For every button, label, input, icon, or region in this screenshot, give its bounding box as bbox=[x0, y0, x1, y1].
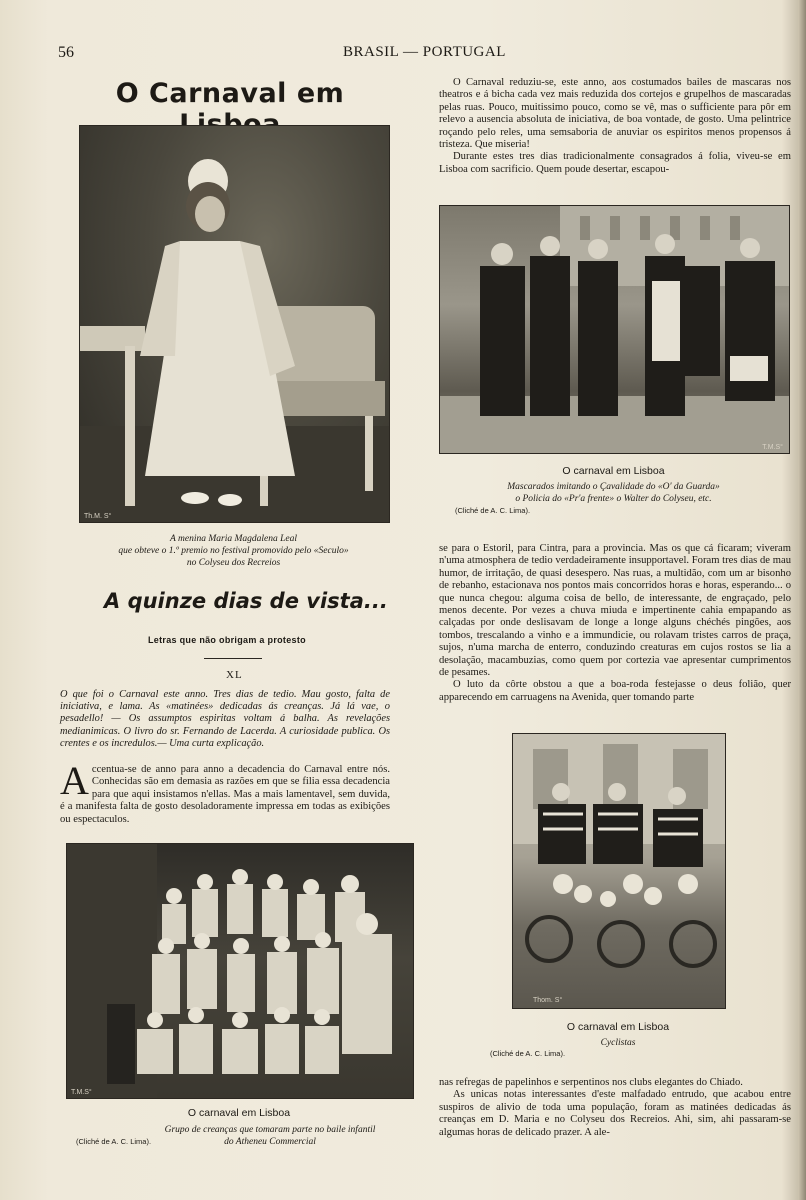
right-column-top bbox=[439, 77, 791, 176]
section-numeral: XL bbox=[226, 669, 243, 681]
masked-cliche: (Cliché de A. C. Lima). bbox=[455, 506, 531, 515]
right-column-middle bbox=[439, 543, 791, 704]
photo-credit-children: T.M.S° bbox=[71, 1089, 92, 1096]
section-summary: O que foi o Carnaval este anno. Tres dias de tedio. Mau gosto, falta de iniciativa, e lama. As «matinées» dedicadas ás creanças. Já lá vae, o pesadello! — Os assumptos espiritas voltam á balha. As revelações medianimicas. O livro do sr. Fernando de Lacerda. A curiosidade publica. Os crentes e os incredulos.— Uma curta explicação. bbox=[60, 689, 390, 749]
photo-credit-cyclists: Thom. S° bbox=[533, 997, 563, 1004]
caption-line: A menina Maria Magdalena Leal bbox=[169, 534, 297, 544]
masked-illustration bbox=[440, 206, 789, 453]
children-caption bbox=[120, 1124, 420, 1148]
caption-line: que obteve o 1.º premio no festival promovido pelo «Seculo» bbox=[118, 546, 349, 556]
paragraph: O Carnaval reduziu-se, este anno, aos costumados bailes de mascaras nos theatros e á bicha cada vez mais reduzida dos cortejos e grupelhos de mascaradas pelas ruas. Pouco, muitissimo pouco, como se vê, mas o sufficiente para pôr em relevo a ausencia absoluta de iniciativa, de boa vontade, de gosto. Uma pelintrice roçando pelo reles, uma semsaboria de anuviar os espiritos menos propensos á tristeza. Que miseria! bbox=[439, 77, 791, 151]
section-body bbox=[60, 758, 390, 826]
right-column-bottom bbox=[439, 1077, 791, 1139]
photo-cyclists bbox=[512, 733, 726, 1009]
divider-rule bbox=[204, 658, 262, 659]
caption-line: no Colyseu dos Recreios bbox=[186, 558, 281, 568]
photo-credit-girl: Th.M. S° bbox=[84, 513, 112, 520]
children-illustration bbox=[67, 844, 413, 1098]
photo-girl-costume bbox=[79, 125, 390, 523]
paragraph: As unicas notas interessantes d'este malfadado entrudo, que acabou entre suspiros de alivio de toda uma população, foram as matinées dedicadas ás creanças em D. Maria e no Colyseu dos Recreios. Ahi, sim, ahi passaram-se algumas horas de delicado prazer. A ale- bbox=[439, 1089, 791, 1138]
article-title: O Carnaval em bbox=[115, 78, 345, 109]
paragraph: O luto da côrte obstou a que a boa-roda festejasse o deus folião, quer apparecendo em carruagens na Avenida, quer tomando parte bbox=[439, 679, 791, 703]
masked-caption-title: O carnaval em Lisboa bbox=[562, 465, 665, 477]
paragraph: se para o Estoril, para Cintra, para a provincia. Mas os que cá ficaram; viveram n'uma atmosphera de tedio verdadeiramente insupportavel. Foram tres dias de mau humor, de irritação, de quasi desespero. Nas ruas, a multidão, com um ar bisonho de rebanho, estacionava nos pontos mais concorridos horas e horas, esperando... o que nunca chegou: alguma coisa de bello, de interessante, de engraçado, pelo menos decente. Por vezes a chuva miuda e impertinente cahia empapando as calçadas por onde deslisavam de longe a longe alguns chéchés pingões, aos tombos, trescalando a vinho e a immundicie, ou rolavam tristes carros de praça, sujos, n'uma marcha de enterro, conduzindo creaturas em cujos rostos se lia a desolação, macambuzias, como quem por cortezia vae apresentar cumprimentos de pesames. bbox=[439, 543, 791, 679]
body-text: ccentua-se de anno para anno a decadencia do Carnaval entre nós. Conhecidas são em demasia as razões em que se filia essa decadencia para que aqui insistamos n'ellas. Mas a mais lamentavel, sem duvida, é a manifesta falta de gosto desoladoramente impressa em todas as exibições ou espectaculos. bbox=[60, 764, 390, 825]
masked-caption bbox=[439, 481, 788, 505]
paragraph: nas refregas de papelinhos e serpentinos nos clubs elegantes do Chiado. bbox=[439, 1077, 743, 1088]
photo-credit-masked: T.M.S° bbox=[762, 444, 783, 451]
page-number: 56 bbox=[58, 44, 74, 61]
caption-line: o Policia do «Pr'a frente» o Walter do Colyseu, etc. bbox=[515, 494, 712, 504]
photo-masked-revellers bbox=[439, 205, 790, 454]
paragraph: Durante estes tres dias tradicionalmente consagrados á folia, viveu-se em Lisboa com sacrificio. Quem poude desertar, escapou- bbox=[439, 151, 791, 175]
children-cliche: (Cliché de A. C. Lima). bbox=[76, 1137, 152, 1146]
girl-illustration bbox=[80, 126, 389, 522]
caption-line: Mascarados imitando o Çavalidade do «O' da Guarda» bbox=[507, 482, 720, 492]
section-heading: A quinze dias de vista... bbox=[104, 589, 388, 613]
cyclists-illustration bbox=[513, 734, 725, 1008]
caption-line: do Atheneu Commercial bbox=[224, 1137, 316, 1147]
cyclists-cliche: (Cliché de A. C. Lima). bbox=[490, 1049, 566, 1058]
page-edge bbox=[798, 0, 806, 1200]
cyclists-caption-sub: Cyclistas bbox=[600, 1038, 636, 1048]
drop-cap: A bbox=[60, 758, 89, 803]
children-caption-title: O carnaval em Lisboa bbox=[187, 1107, 291, 1119]
running-head: BRASIL — PORTUGAL bbox=[343, 44, 506, 60]
cyclists-caption-title: O carnaval em Lisboa bbox=[566, 1021, 670, 1033]
caption-line: Grupo de creanças que tomaram parte no baile infantil bbox=[164, 1125, 376, 1135]
section-subheading: Letras que não obrigam a protesto bbox=[148, 635, 306, 645]
photo-children-group bbox=[66, 843, 414, 1099]
girl-caption bbox=[79, 533, 388, 569]
